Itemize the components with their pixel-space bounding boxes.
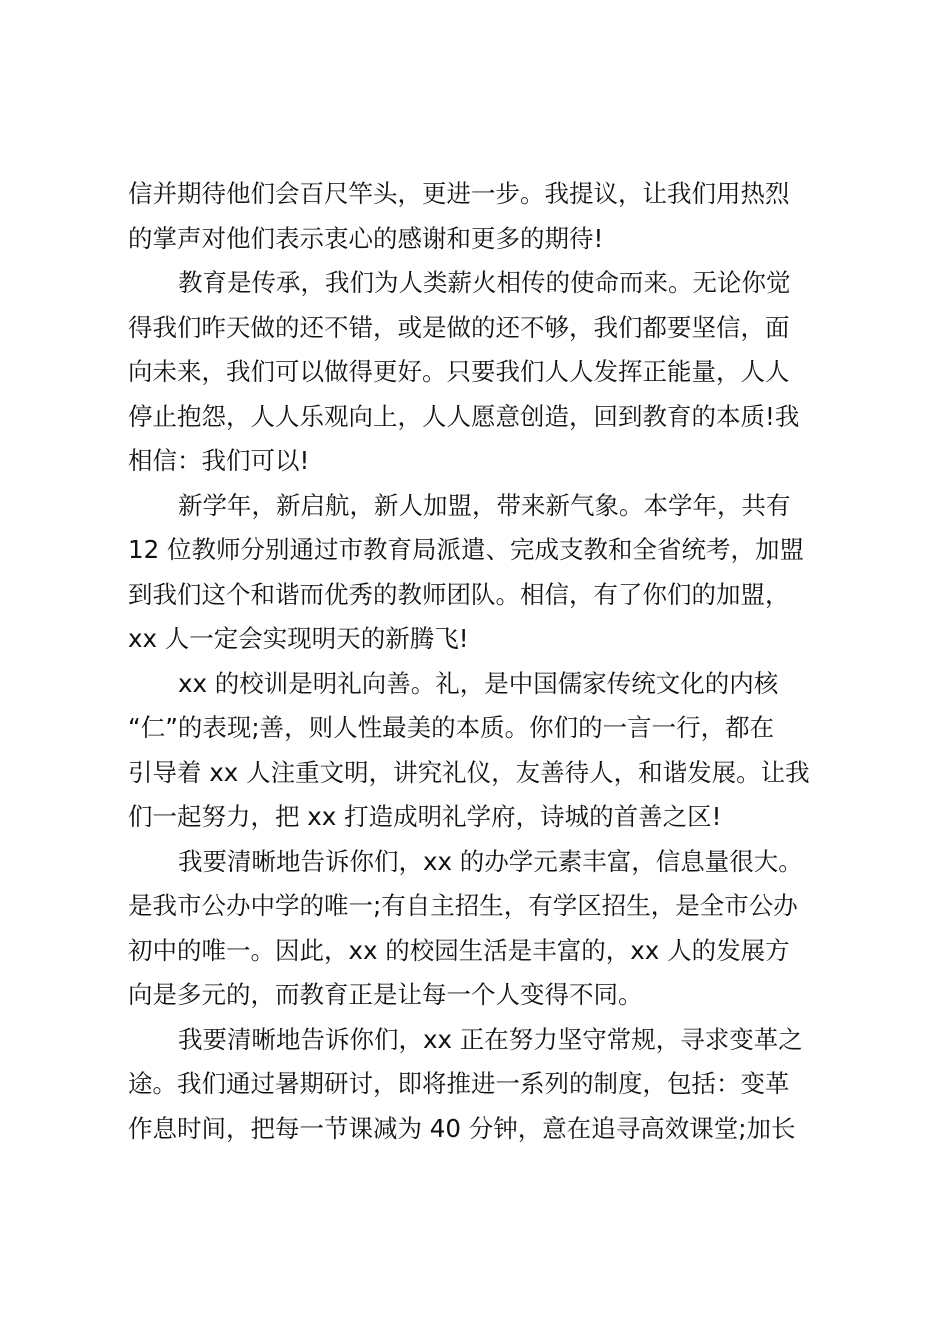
document-body — [128, 172, 838, 1151]
paragraph-first-line: xx 的校训是明礼向善。礼，是中国儒家传统文化的内核 — [178, 668, 779, 698]
text-line: 向未来，我们可以做得更好。只要我们人人发挥正能量，人人 — [128, 357, 790, 386]
text-line: 初中的唯一。因此，xx 的校园生活是丰富的，xx 人的发展方 — [128, 935, 790, 965]
text-line: 是我市公办中学的唯一;有自主招生，有学区招生，是全市公办 — [128, 891, 798, 920]
paragraph-first-line: 教育是传承，我们为人类薪火相传的使命而来。无论你觉 — [178, 268, 791, 297]
paragraph-first-line: 新学年，新启航，新人加盟，带来新气象。本学年，共有 — [178, 490, 791, 520]
text-line: 途。我们通过暑期研讨，即将推进一系列的制度，包括：变革 — [128, 1069, 790, 1098]
text-line: 作息时间，把每一节课减为 40 分钟，意在追寻高效课堂;加长 — [128, 1113, 796, 1143]
text-line: xx 人一定会实现明天的新腾飞! — [128, 624, 469, 653]
paragraph-first-line: 我要清晰地告诉你们，xx 正在努力坚守常规，寻求变革之 — [178, 1024, 803, 1054]
text-line: 信并期待他们会百尺竿头，更进一步。我提议，让我们用热烈 — [128, 179, 790, 208]
text-line: 引导着 xx 人注重文明，讲究礼仪，友善待人，和谐发展。让我 — [128, 757, 810, 787]
text-line: 的掌声对他们表示衷心的感谢和更多的期待! — [128, 223, 604, 253]
text-line: 向是多元的，而教育正是让每一个人变得不同。 — [128, 980, 643, 1009]
text-line: “仁”的表现;善，则人性最美的本质。你们的一言一行，都在 — [128, 713, 775, 742]
text-line: 相信：我们可以! — [128, 446, 310, 475]
text-line: 停止抱怨，人人乐观向上，人人愿意创造，回到教育的本质!我 — [128, 401, 800, 431]
paragraph-first-line: 我要清晰地告诉你们，xx 的办学元素丰富，信息量很大。 — [178, 846, 803, 876]
text-line: 到我们这个和谐而优秀的教师团队。相信，有了你们的加盟， — [128, 579, 790, 609]
text-line: 得我们昨天做的还不错，或是做的还不够，我们都要坚信，面 — [128, 312, 790, 342]
text-line: 们一起努力，把 xx 打造成明礼学府，诗城的首善之区! — [128, 802, 722, 831]
text-line: 12 位教师分别通过市教育局派遣、完成支教和全省统考，加盟 — [128, 535, 804, 564]
